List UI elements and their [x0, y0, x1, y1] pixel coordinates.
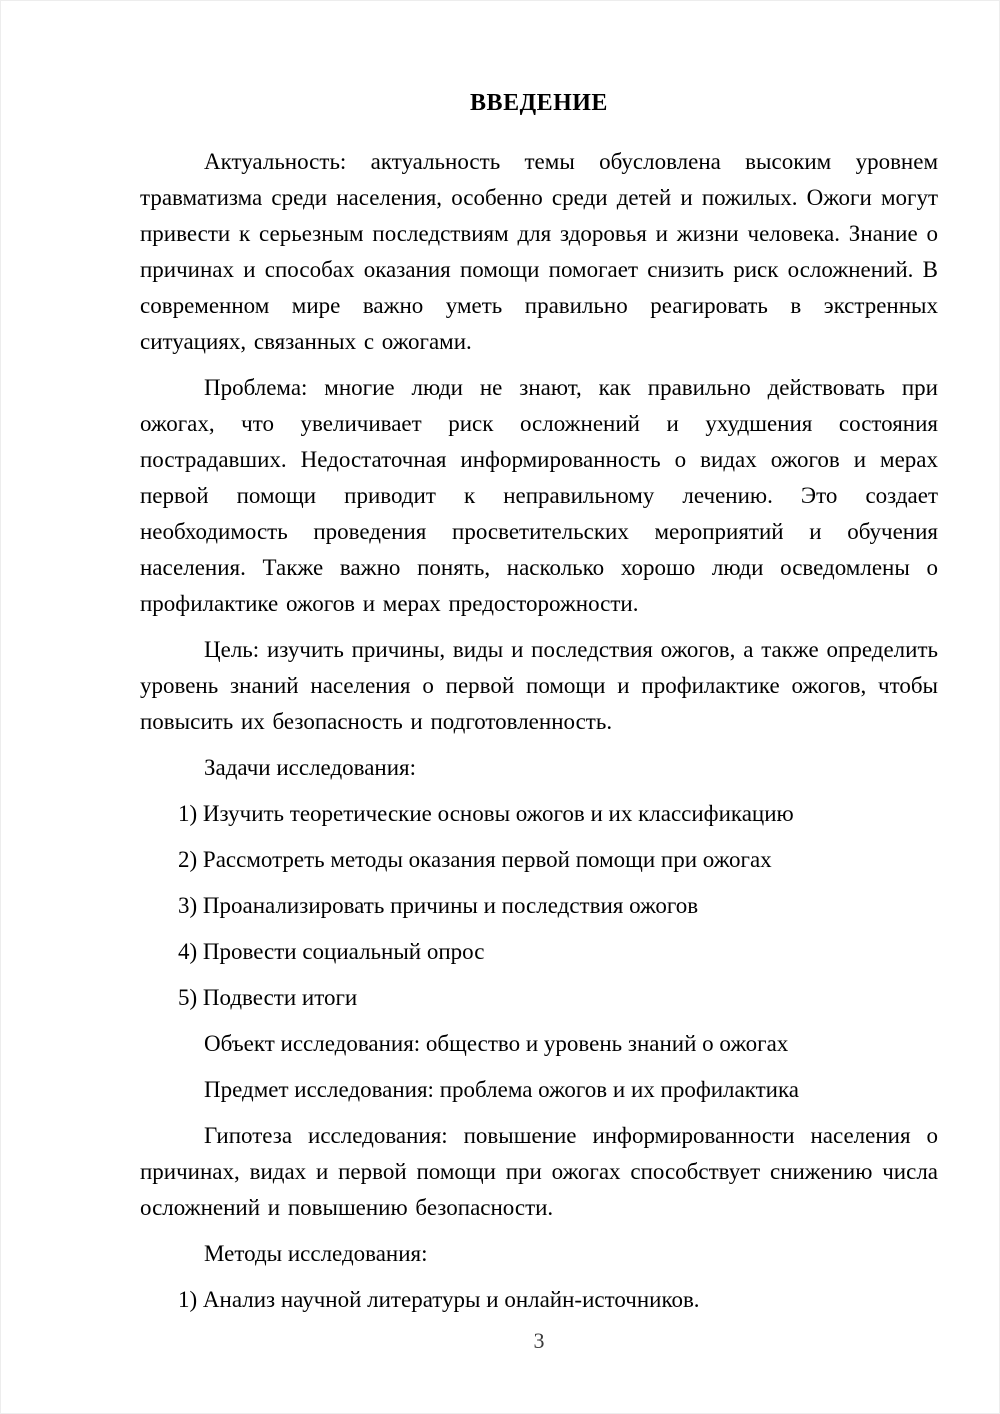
task-item-1: 1) Изучить теоретические основы ожогов и их классификацию	[178, 801, 794, 826]
method-item-1: 1) Анализ научной литературы и онлайн-источников.	[178, 1287, 700, 1312]
methods-heading: Методы исследования:	[204, 1241, 428, 1266]
tasks-list	[140, 796, 938, 1016]
paragraph-subject: Предмет исследования: проблема ожогов и их профилактика	[204, 1077, 799, 1102]
paragraph-object: Объект исследования: общество и уровень знаний о ожогах	[204, 1031, 789, 1056]
task-item-3: 3) Проанализировать причины и последствия ожогов	[178, 893, 699, 918]
methods-list	[140, 1282, 938, 1318]
tasks-heading: Задачи исследования:	[204, 755, 417, 780]
page-title: ВВЕДЕНИЕ	[470, 90, 608, 116]
task-item-4: 4) Провести социальный опрос	[178, 939, 485, 964]
paragraph-problem: Проблема: многие люди не знают, как правильно действовать при ожогах, что увеличивает риск осложнений и ухудшения состояния пострадавших. Недостаточная информированность о видах ожогов и мерах первой помощи приводит к неправильному лечению. Это создает необходимость проведения просветительских мероприятий и обучения населения. Также важно понять, насколько хорошо люди осведомлены о профилактике ожогов и мерах предосторожности.	[140, 375, 938, 616]
paragraph-goal: Цель: изучить причины, виды и последствия ожогов, а также определить уровень знаний населения о первой помощи и профилактике ожогов, чтобы повысить их безопасность и подготовленность.	[140, 637, 938, 734]
task-item-2: 2) Рассмотреть методы оказания первой помощи при ожогах	[178, 847, 772, 872]
paragraph-actuality: Актуальность: актуальность темы обусловлена высоким уровнем травматизма среди населения, особенно среди детей и пожилых. Ожоги могут привести к серьезным последствиям для здоровья и жизни человека. Знание о причинах и способах оказания помощи помогает снизить риск осложнений. В современном мире важно уметь правильно реагировать в экстренных ситуациях, связанных с ожогами.	[140, 149, 938, 354]
task-item-5: 5) Подвести итоги	[178, 985, 358, 1010]
page-number: 3	[533, 1328, 545, 1353]
paragraph-hypothesis: Гипотеза исследования: повышение информированности населения о причинах, видах и первой помощи при ожогах способствует снижению числа осложнений и повышению безопасности.	[140, 1123, 938, 1220]
